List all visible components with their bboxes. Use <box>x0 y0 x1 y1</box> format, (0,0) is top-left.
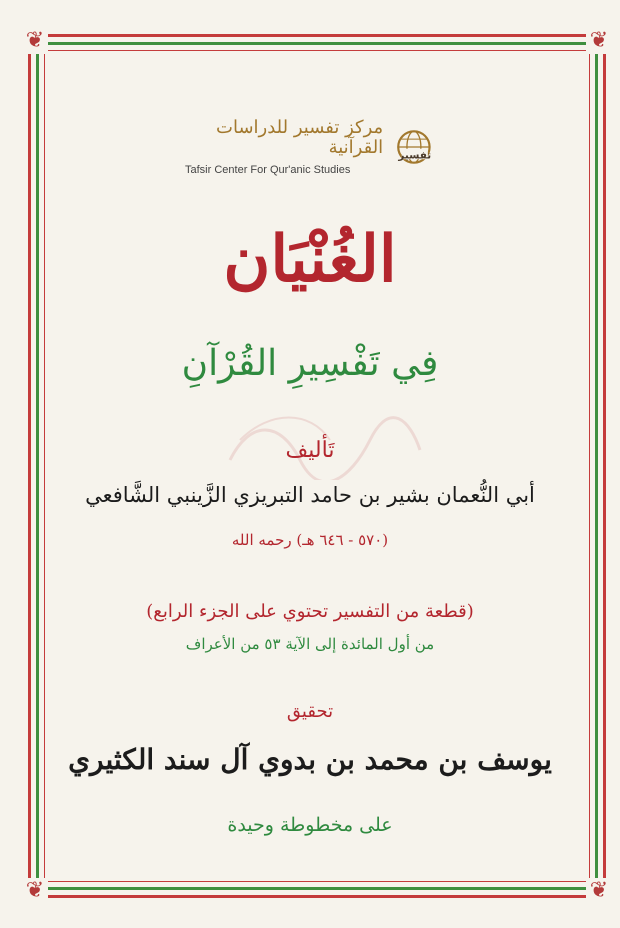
book-subtitle: فِي تَفْسِيرِ القُرْآنِ <box>181 343 439 384</box>
publisher-name-arabic: مركز تفسير للدراسات القرآنية <box>216 117 384 158</box>
globe-icon <box>393 123 435 171</box>
editor-name: يوسف بن محمد بن بدوي آل سند الكثيري <box>68 743 552 776</box>
corner-ornament-icon: ❦ <box>22 878 48 904</box>
book-title: الغُنْيَان <box>223 222 397 297</box>
editor-label: تحقيق <box>286 701 334 722</box>
author-blessing: رحمه الله <box>231 531 292 549</box>
logo-mark-text: تفسير <box>398 149 432 162</box>
author-name: أبي النُّعمان بشير بن حامد التبريزي الزَّينبي الشَّافعي <box>85 483 535 507</box>
part-description: (قطعة من التفسير تحتوي على الجزء الرابع) <box>146 601 474 622</box>
corner-ornament-icon: ❦ <box>586 28 612 54</box>
author-dates <box>0 528 620 552</box>
publisher-logo-text <box>185 118 383 176</box>
part-range: من أول المائدة إلى الآية ٥٣ من الأعراف <box>185 635 435 653</box>
manuscript-note: على مخطوطة وحيدة <box>227 814 393 836</box>
corner-ornament-icon: ❦ <box>586 878 612 904</box>
author-label: تَأليف <box>285 438 335 463</box>
publisher-name-english: Tafsir Center For Qur'anic Studies <box>185 164 351 176</box>
publisher-logo <box>185 112 435 182</box>
corner-ornament-icon: ❦ <box>22 28 48 54</box>
author-death-dates: (٥٧٠ - ٦٤٦ هـ) <box>296 531 389 549</box>
